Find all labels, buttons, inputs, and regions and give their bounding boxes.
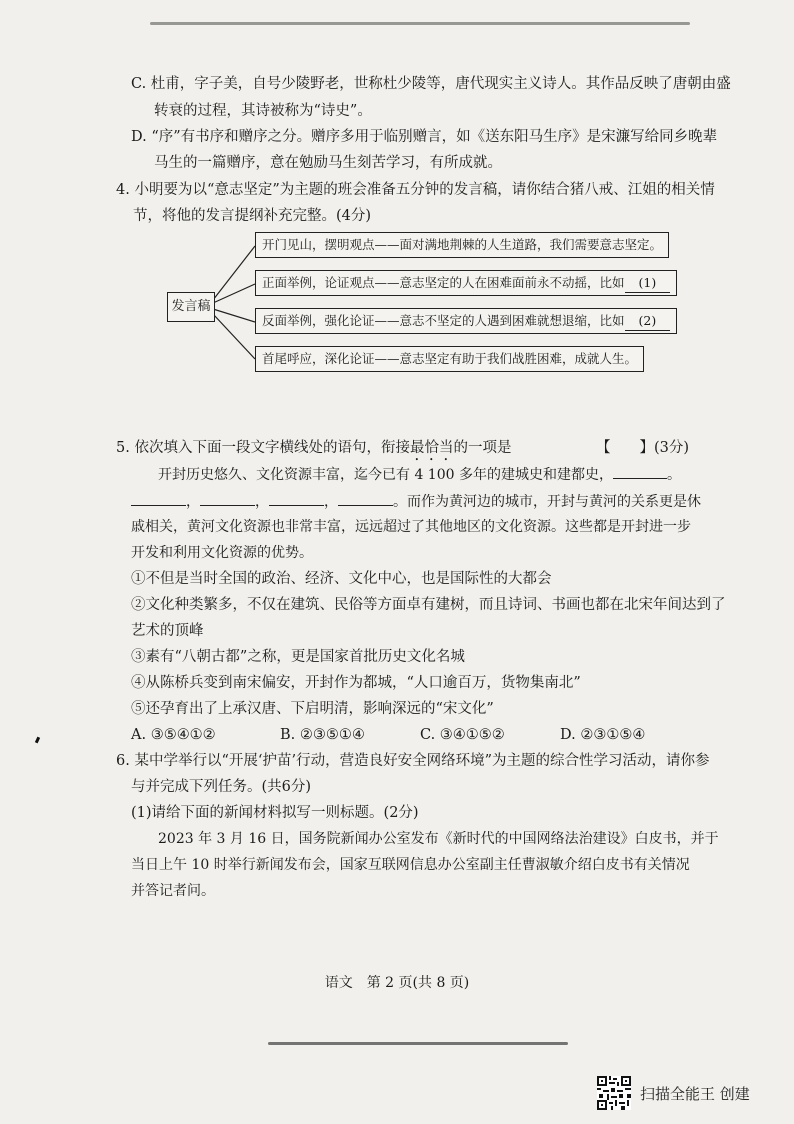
page-footer: 语文 第 2 页(共 8 页) [324,975,470,991]
q5-sentence-2a: ②文化种类繁多，不仅在建筑、民俗等方面卓有建树，而且诗词、书画也都在北宋年间达到了 [131,597,726,613]
q5-passage-line1-text: 开封历史悠久、文化资源丰富，迄今已有 4 100 多年的建城史和建都史， [158,467,613,483]
q6-news-line3: 并答记者问。 [131,883,215,899]
scan-edge-line-bottom [268,1042,568,1045]
scanner-watermark: 扫描全能王 创建 [640,1085,750,1103]
q6-news-line2: 当日上午 10 时举行新闻发布会，国家互联网信息办公室副主任曹淑敏介绍白皮书有关情况 [131,857,690,873]
q4-stem-line1: 4. 小明要为以“意志坚定”为主题的班会准备五分钟的发言稿，请你结合猪八戒、江姐的相关情 [116,182,715,198]
mindmap-branch-conclusion [255,346,644,372]
q3-option-c-line1: C. 杜甫，字子美，自号少陵野老，世称杜少陵等，唐代现实主义诗人。其作品反映了唐朝由盛 [131,76,731,92]
mindmap-branch-negative-text: 反面举例，强化论证——意志不坚定的人遇到困难就想退缩，比如 [262,313,625,328]
q5-blank-3[interactable] [200,491,255,506]
q5-blank-5[interactable] [338,491,393,506]
mindmap-branch-conclusion-text: 首尾呼应，深化论证——意志坚定有助于我们战胜困难，成就人生。 [262,351,638,366]
q5-blank-4[interactable] [269,491,324,506]
q5-passage-line1-end: 。 [666,467,681,483]
q5-answer-bracket[interactable]: 【 】(3分) [596,440,690,456]
q6-news-line1: 2023 年 3 月 16 日，国务院新闻办公室发布《新时代的中国网络法治建设》白皮书，并于 [158,831,719,847]
q5-passage-line1 [158,464,681,485]
q5-passage-line2-text: 。而作为黄河边的城市，开封与黄河的关系更是休 [393,494,701,510]
mindmap-branch-negative [255,308,677,334]
q5-choice-b[interactable]: B. ②③⑤①④ [280,727,365,743]
q3-option-d-line2: 马生的一篇赠序，意在勉励马生刻苦学习，有所成就。 [154,155,502,171]
q6-stem-line1: 6. 某中学举行以“开展‘护苗’行动，营造良好安全网络环境”为主题的综合性学习活动，请你参 [116,753,710,769]
q5-passage-line2: ， ， ， 。而作为黄河边的城市，开封与黄河的关系更是休 [131,491,701,512]
q3-option-c-line2: 转衰的过程，其诗被称为“诗史”。 [154,103,372,119]
q6-stem-line2: 与并完成下列任务。(共6分) [131,779,312,795]
mindmap-root: 发言稿 [167,292,215,322]
answer-blank-1[interactable]: (1) [625,274,671,293]
q5-stem-a: 5. 依次填入下面一段文字横线处的语句，衔接 [116,440,410,456]
q5-choice-d[interactable]: D. ②③①⑤④ [560,727,646,743]
q5-sentence-5: ⑤还孕育出了上承汉唐、下启明清，影响深远的“宋文化” [131,701,494,717]
q3-option-d-line1: D. “序”有书序和赠序之分。赠序多用于临别赠言，如《送东阳马生序》是宋濂写给同乡晚辈 [131,129,718,145]
q5-stem [116,438,511,464]
q6-sub1: (1)请给下面的新闻材料拟写一则标题。(2分) [131,805,419,821]
q5-sentence-1: ①不但是当时全国的政治、经济、文化中心，也是国际性的大都会 [131,571,552,587]
mindmap-branch-opening [255,232,669,258]
mindmap-branch-positive [255,270,677,296]
q5-choice-a[interactable]: A. ③⑤④①② [131,727,216,743]
q5-stem-emphasis: 最恰当 [409,440,454,456]
q5-passage-line3: 戚相关，黄河文化资源也非常丰富，远远超过了其他地区的文化资源。这些都是开封进一步 [131,519,691,535]
q5-stem-b: 的一项是 [453,440,512,456]
q5-sentence-4: ④从陈桥兵变到南宋偏安，开封作为都城，“人口逾百万，货物集南北” [131,675,581,691]
answer-blank-2[interactable]: (2) [625,312,671,331]
q5-sentence-2b: 艺术的顶峰 [131,623,204,639]
q5-blank-1[interactable] [613,464,667,479]
mindmap-branch-opening-text: 开门见山，摆明观点——面对满地荆棘的人生道路，我们需要意志坚定。 [262,237,663,252]
q5-sentence-3: ③素有“八朝古都”之称，更是国家首批历史文化名城 [131,649,465,665]
mindmap-branch-positive-text: 正面举例，论证观点——意志坚定的人在困难面前永不动摇，比如 [262,275,625,290]
q4-stem-line2: 节，将他的发言提纲补充完整。(4分) [133,208,372,224]
q5-blank-2[interactable] [131,491,186,506]
q5-passage-line4: 开发和利用文化资源的优势。 [131,545,313,561]
q5-choice-c[interactable]: C. ③④①⑤② [420,727,505,743]
qr-code-icon [597,1076,631,1110]
